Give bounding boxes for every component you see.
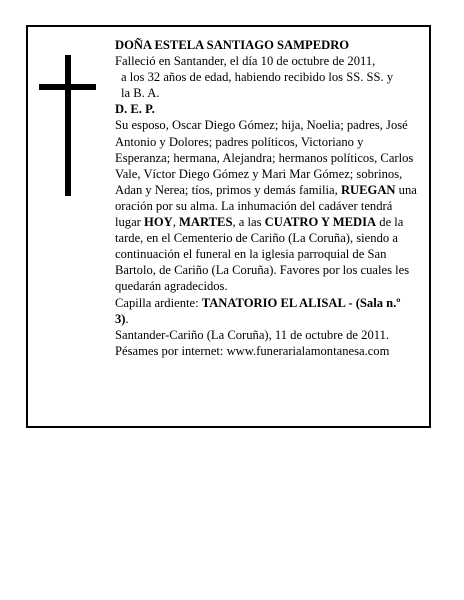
obituary-text bbox=[115, 37, 417, 359]
dep-line: D. E. P. bbox=[115, 102, 155, 117]
cross-icon bbox=[65, 55, 71, 196]
chapel-line: Capilla ardiente: TANATORIO EL ALISAL - (Sala n.º 3). bbox=[115, 295, 401, 326]
place-date: Santander-Cariño (La Coruña), 11 de octubre de 2011. bbox=[115, 327, 390, 342]
cross-icon-crossbar bbox=[39, 84, 96, 90]
family-list: Su esposo, Oscar Diego Gómez; hija, Noelia; padres, José Antonio y Dolores; padres políticos, Victoriano y Esperanza; hermana, Alejandra; hermanos políticos, Carlos Vale, Víctor Diego Gómez y Mari Mar Gómez; sobrinos, Adan y Nerea; tíos, primos y demás familia, RUEGAN una oración por su alma. La inhumación del cadáver tendrá lugar HOY, MARTES, a las CUATRO Y MEDIA de la tarde, en el Cementerio de Cariño (La Coruña), siendo a continuación el funeral en la iglesia parroquial de San Bartolo, de Cariño (La Coruña). Favores por los cuales les quedarán agradecidos. bbox=[115, 118, 417, 294]
death-details: Falleció en Santander, el día 10 de octubre de 2011, a los 32 años de edad, habiendo recibido los SS. SS. y la B. A. bbox=[115, 54, 394, 101]
condolences-line: Pésames por internet: www.funerarialamontanesa.com bbox=[115, 343, 390, 358]
deceased-name: DOÑA ESTELA SANTIAGO SAMPEDRO bbox=[115, 38, 350, 52]
